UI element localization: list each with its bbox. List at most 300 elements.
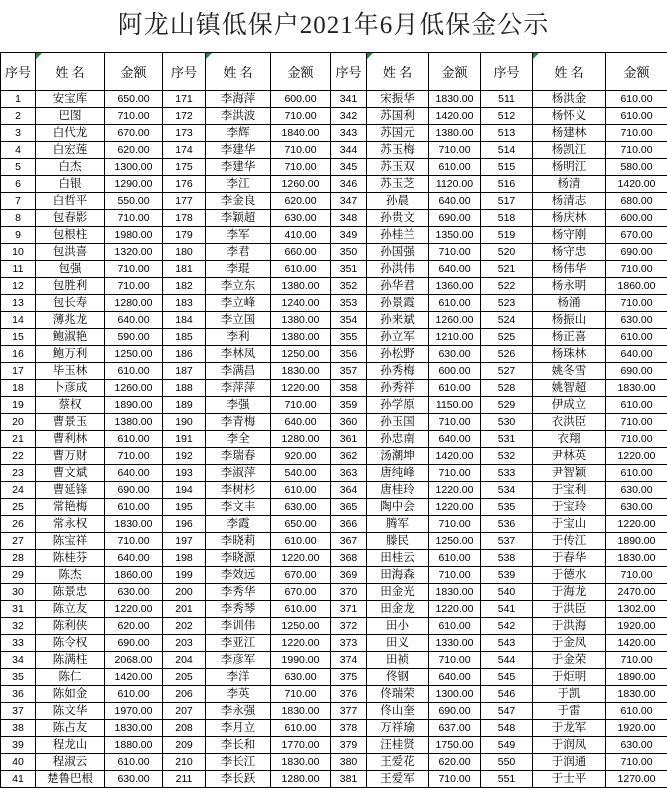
seq-cell: 194: [163, 482, 206, 499]
name-cell: 孙桂兰: [367, 227, 429, 244]
name-cell: 姚智超: [533, 380, 606, 397]
name-cell: 陈宝祥: [36, 533, 105, 550]
name-cell: 包根柱: [36, 227, 105, 244]
name-cell: 尹智颖: [533, 465, 606, 482]
amount-cell: 630.00: [271, 210, 331, 227]
amount-cell: 690.00: [606, 363, 667, 380]
seq-cell: 196: [163, 516, 206, 533]
header-name: [36, 53, 105, 91]
table-row: [1, 431, 667, 448]
amount-cell: 1770.00: [271, 737, 331, 754]
name-cell: 李长跃: [206, 771, 271, 788]
name-cell: 李利: [206, 329, 271, 346]
amount-cell: 610.00: [271, 533, 331, 550]
name-cell: 李海萍: [206, 91, 271, 108]
amount-cell: 630.00: [105, 584, 163, 601]
amount-cell: 1840.00: [271, 125, 331, 142]
seq-cell: 11: [1, 261, 36, 278]
name-cell: 杨珠林: [533, 346, 606, 363]
header-amount: 金额: [429, 53, 481, 91]
amount-cell: 710.00: [429, 142, 481, 159]
amount-cell: 1302.00: [606, 601, 667, 618]
amount-cell: 1880.00: [105, 737, 163, 754]
name-cell: 于洪海: [533, 618, 606, 635]
seq-cell: 13: [1, 295, 36, 312]
seq-cell: 203: [163, 635, 206, 652]
table-row: [1, 414, 667, 431]
seq-cell: 532: [481, 448, 533, 465]
table-row: [1, 380, 667, 397]
seq-cell: 188: [163, 380, 206, 397]
seq-cell: 21: [1, 431, 36, 448]
name-cell: 田小: [367, 618, 429, 635]
name-cell: 曹文斌: [36, 465, 105, 482]
seq-cell: 29: [1, 567, 36, 584]
name-cell: 孙景霞: [367, 295, 429, 312]
seq-cell: 528: [481, 380, 533, 397]
name-cell: 田金龙: [367, 601, 429, 618]
name-cell: 苏国利: [367, 108, 429, 125]
name-cell: 李建华: [206, 159, 271, 176]
table-row: [1, 108, 667, 125]
seq-cell: 174: [163, 142, 206, 159]
table-row: [1, 771, 667, 788]
amount-cell: 710.00: [429, 414, 481, 431]
name-cell: 李长江: [206, 754, 271, 771]
name-cell: 腾军: [367, 516, 429, 533]
seq-cell: 511: [481, 91, 533, 108]
amount-cell: 710.00: [429, 516, 481, 533]
seq-cell: 538: [481, 550, 533, 567]
name-cell: 程龙山: [36, 737, 105, 754]
name-cell: 曹万财: [36, 448, 105, 465]
name-cell: 李颖超: [206, 210, 271, 227]
amount-cell: 630.00: [606, 737, 667, 754]
seq-cell: 367: [331, 533, 367, 550]
seq-cell: 27: [1, 533, 36, 550]
name-cell: 陈立友: [36, 601, 105, 618]
amount-cell: 690.00: [429, 210, 481, 227]
name-cell: 曹延锋: [36, 482, 105, 499]
name-cell: 白杰: [36, 159, 105, 176]
table-row: [1, 176, 667, 193]
seq-cell: 205: [163, 669, 206, 686]
seq-cell: 208: [163, 720, 206, 737]
name-cell: 毕玉林: [36, 363, 105, 380]
error-indicator-icon: [206, 53, 212, 59]
name-cell: 汤潮坤: [367, 448, 429, 465]
seq-cell: 353: [331, 295, 367, 312]
amount-cell: 620.00: [271, 193, 331, 210]
seq-cell: 536: [481, 516, 533, 533]
seq-cell: 540: [481, 584, 533, 601]
table-header: [1, 53, 667, 91]
amount-cell: 1380.00: [429, 125, 481, 142]
amount-cell: 630.00: [606, 499, 667, 516]
amount-cell: 650.00: [105, 91, 163, 108]
header-amount: 金额: [105, 53, 163, 91]
name-cell: 陈占友: [36, 720, 105, 737]
seq-cell: 534: [481, 482, 533, 499]
amount-cell: 1750.00: [429, 737, 481, 754]
amount-cell: 710.00: [271, 686, 331, 703]
table-row: [1, 533, 667, 550]
seq-cell: 179: [163, 227, 206, 244]
seq-cell: 514: [481, 142, 533, 159]
seq-cell: 379: [331, 737, 367, 754]
page-title: 阿龙山镇低保户2021年6月低保金公示: [117, 12, 550, 39]
name-cell: 包春影: [36, 210, 105, 227]
name-cell: 田海森: [367, 567, 429, 584]
amount-cell: 710.00: [105, 261, 163, 278]
amount-cell: 1830.00: [429, 91, 481, 108]
name-cell: 陶中会: [367, 499, 429, 516]
seq-cell: 374: [331, 652, 367, 669]
seq-cell: 38: [1, 720, 36, 737]
name-cell: 孙华君: [367, 278, 429, 295]
seq-cell: 372: [331, 618, 367, 635]
name-cell: 李效远: [206, 567, 271, 584]
amount-cell: 610.00: [606, 329, 667, 346]
seq-cell: 354: [331, 312, 367, 329]
amount-cell: 1220.00: [271, 380, 331, 397]
name-cell: 于凯: [533, 686, 606, 703]
name-cell: 白宏莲: [36, 142, 105, 159]
seq-cell: 533: [481, 465, 533, 482]
name-cell: 程淑云: [36, 754, 105, 771]
amount-cell: 1260.00: [429, 312, 481, 329]
name-cell: 陈利侠: [36, 618, 105, 635]
error-indicator-icon: [533, 53, 539, 59]
amount-cell: 1860.00: [105, 567, 163, 584]
seq-cell: 190: [163, 414, 206, 431]
name-cell: 李萍萍: [206, 380, 271, 397]
seq-cell: 359: [331, 397, 367, 414]
amount-cell: 710.00: [606, 261, 667, 278]
table-row: [1, 720, 667, 737]
seq-cell: 175: [163, 159, 206, 176]
table-row: [1, 346, 667, 363]
header-name: [206, 53, 271, 91]
seq-cell: 31: [1, 601, 36, 618]
seq-cell: 28: [1, 550, 36, 567]
amount-cell: 710.00: [606, 295, 667, 312]
seq-cell: 517: [481, 193, 533, 210]
amount-cell: 710.00: [429, 771, 481, 788]
name-cell: 陈景忠: [36, 584, 105, 601]
seq-cell: 363: [331, 465, 367, 482]
seq-cell: 195: [163, 499, 206, 516]
seq-cell: 14: [1, 312, 36, 329]
seq-cell: 516: [481, 176, 533, 193]
amount-cell: 1250.00: [271, 346, 331, 363]
name-cell: 陈文华: [36, 703, 105, 720]
seq-cell: 191: [163, 431, 206, 448]
seq-cell: 19: [1, 397, 36, 414]
table-row: [1, 278, 667, 295]
amount-cell: 1830.00: [429, 584, 481, 601]
amount-cell: 610.00: [606, 465, 667, 482]
name-cell: 蔡权: [36, 397, 105, 414]
amount-cell: 1380.00: [271, 278, 331, 295]
header-name-label: 姓 名: [55, 65, 85, 80]
seq-cell: 518: [481, 210, 533, 227]
name-cell: 李强: [206, 397, 271, 414]
name-cell: 曹景玉: [36, 414, 105, 431]
name-cell: 孙洪伟: [367, 261, 429, 278]
amount-cell: 640.00: [105, 312, 163, 329]
name-cell: 李全: [206, 431, 271, 448]
amount-cell: 1220.00: [271, 550, 331, 567]
seq-cell: 8: [1, 210, 36, 227]
name-cell: 白代龙: [36, 125, 105, 142]
seq-cell: 183: [163, 295, 206, 312]
seq-cell: 358: [331, 380, 367, 397]
amount-cell: 1360.00: [429, 278, 481, 295]
amount-cell: 1220.00: [606, 516, 667, 533]
amount-cell: 1380.00: [271, 312, 331, 329]
seq-cell: 176: [163, 176, 206, 193]
amount-cell: 610.00: [606, 703, 667, 720]
amount-cell: 1280.00: [271, 771, 331, 788]
amount-cell: 670.00: [271, 567, 331, 584]
name-cell: 陈满柱: [36, 652, 105, 669]
table-row: [1, 686, 667, 703]
seq-cell: 171: [163, 91, 206, 108]
header-amount: 金额: [606, 53, 667, 91]
seq-cell: 543: [481, 635, 533, 652]
name-cell: 李长和: [206, 737, 271, 754]
seq-cell: 211: [163, 771, 206, 788]
name-cell: 安宝库: [36, 91, 105, 108]
seq-cell: 10: [1, 244, 36, 261]
name-cell: 陈杰: [36, 567, 105, 584]
name-cell: 杨庆林: [533, 210, 606, 227]
amount-cell: 690.00: [105, 635, 163, 652]
seq-cell: 185: [163, 329, 206, 346]
amount-cell: 710.00: [606, 414, 667, 431]
amount-cell: 690.00: [606, 244, 667, 261]
amount-cell: 710.00: [105, 448, 163, 465]
name-cell: 杨振山: [533, 312, 606, 329]
amount-cell: 620.00: [105, 618, 163, 635]
name-cell: 孙来斌: [367, 312, 429, 329]
amount-cell: 610.00: [105, 499, 163, 516]
seq-cell: 39: [1, 737, 36, 754]
amount-cell: 610.00: [271, 601, 331, 618]
header-seq: 序号: [481, 53, 533, 91]
name-cell: 孙贵文: [367, 210, 429, 227]
name-cell: 于春华: [533, 550, 606, 567]
seq-cell: 6: [1, 176, 36, 193]
name-cell: 孙松野: [367, 346, 429, 363]
amount-cell: 1220.00: [429, 482, 481, 499]
name-cell: 李君: [206, 244, 271, 261]
seq-cell: 186: [163, 346, 206, 363]
amount-cell: 610.00: [105, 686, 163, 703]
amount-cell: 2470.00: [606, 584, 667, 601]
seq-cell: 548: [481, 720, 533, 737]
table-row: [1, 261, 667, 278]
seq-cell: 350: [331, 244, 367, 261]
seq-cell: 523: [481, 295, 533, 312]
table-row: [1, 737, 667, 754]
seq-cell: 347: [331, 193, 367, 210]
amount-cell: 710.00: [271, 159, 331, 176]
amount-cell: 630.00: [271, 669, 331, 686]
name-cell: 于润通: [533, 754, 606, 771]
amount-cell: 1280.00: [105, 295, 163, 312]
seq-cell: 181: [163, 261, 206, 278]
amount-cell: 610.00: [606, 91, 667, 108]
name-cell: 杨守忠: [533, 244, 606, 261]
amount-cell: 710.00: [606, 754, 667, 771]
seq-cell: 355: [331, 329, 367, 346]
seq-cell: 530: [481, 414, 533, 431]
amount-cell: 1890.00: [606, 669, 667, 686]
name-cell: 孙晨: [367, 193, 429, 210]
name-cell: 杨洪金: [533, 91, 606, 108]
seq-cell: 515: [481, 159, 533, 176]
name-cell: 杨永明: [533, 278, 606, 295]
name-cell: 巴图: [36, 108, 105, 125]
name-cell: 于金凤: [533, 635, 606, 652]
amount-cell: 1830.00: [606, 686, 667, 703]
table-row: [1, 584, 667, 601]
name-cell: 常永权: [36, 516, 105, 533]
seq-cell: 539: [481, 567, 533, 584]
seq-cell: 377: [331, 703, 367, 720]
name-cell: 伊成立: [533, 397, 606, 414]
name-cell: 衣翔: [533, 431, 606, 448]
seq-cell: 30: [1, 584, 36, 601]
seq-cell: 348: [331, 210, 367, 227]
amount-cell: 1830.00: [271, 703, 331, 720]
seq-cell: 34: [1, 652, 36, 669]
table-row: [1, 91, 667, 108]
amount-cell: 610.00: [105, 363, 163, 380]
seq-cell: 519: [481, 227, 533, 244]
name-cell: 李秀琴: [206, 601, 271, 618]
amount-cell: 580.00: [606, 159, 667, 176]
seq-cell: 23: [1, 465, 36, 482]
name-cell: 包长寿: [36, 295, 105, 312]
table-row: [1, 550, 667, 567]
seq-cell: 344: [331, 142, 367, 159]
amount-cell: 1920.00: [606, 720, 667, 737]
seq-cell: 200: [163, 584, 206, 601]
seq-cell: 35: [1, 669, 36, 686]
amount-cell: 1250.00: [429, 533, 481, 550]
name-cell: 唐纯峰: [367, 465, 429, 482]
seq-cell: 551: [481, 771, 533, 788]
table-row: [1, 159, 667, 176]
table-row: [1, 635, 667, 652]
name-cell: 佟钢: [367, 669, 429, 686]
seq-cell: 182: [163, 278, 206, 295]
name-cell: 李洋: [206, 669, 271, 686]
seq-cell: 545: [481, 669, 533, 686]
seq-cell: 189: [163, 397, 206, 414]
name-cell: 苏国元: [367, 125, 429, 142]
amount-cell: 1380.00: [105, 414, 163, 431]
amount-cell: 640.00: [429, 669, 481, 686]
amount-cell: 1830.00: [606, 380, 667, 397]
seq-cell: 376: [331, 686, 367, 703]
name-cell: 田金光: [367, 584, 429, 601]
error-indicator-icon: [367, 53, 373, 59]
name-cell: 陈仁: [36, 669, 105, 686]
seq-cell: 204: [163, 652, 206, 669]
seq-cell: 180: [163, 244, 206, 261]
table-row: [1, 193, 667, 210]
name-cell: 姚冬雪: [533, 363, 606, 380]
amount-cell: 1830.00: [105, 720, 163, 737]
name-cell: 白哲平: [36, 193, 105, 210]
seq-cell: 381: [331, 771, 367, 788]
table-row: [1, 210, 667, 227]
name-cell: 李立国: [206, 312, 271, 329]
seq-cell: 529: [481, 397, 533, 414]
name-cell: 苏玉梅: [367, 142, 429, 159]
name-cell: 李月立: [206, 720, 271, 737]
amount-cell: 600.00: [271, 91, 331, 108]
seq-cell: 346: [331, 176, 367, 193]
amount-cell: 710.00: [105, 278, 163, 295]
table-row: [1, 703, 667, 720]
amount-cell: 540.00: [271, 465, 331, 482]
seq-cell: 549: [481, 737, 533, 754]
name-cell: 于雷: [533, 703, 606, 720]
amount-cell: 1420.00: [429, 108, 481, 125]
allowance-table: [0, 52, 667, 788]
seq-cell: 172: [163, 108, 206, 125]
table-row: [1, 516, 667, 533]
amount-cell: 690.00: [105, 482, 163, 499]
seq-cell: 201: [163, 601, 206, 618]
seq-cell: 527: [481, 363, 533, 380]
amount-cell: 1990.00: [271, 652, 331, 669]
name-cell: 李金良: [206, 193, 271, 210]
name-cell: 佟山奎: [367, 703, 429, 720]
header-row: [1, 53, 667, 91]
seq-cell: 360: [331, 414, 367, 431]
seq-cell: 206: [163, 686, 206, 703]
seq-cell: 178: [163, 210, 206, 227]
name-cell: 杨怀义: [533, 108, 606, 125]
seq-cell: 542: [481, 618, 533, 635]
amount-cell: 1890.00: [606, 533, 667, 550]
name-cell: 田义: [367, 635, 429, 652]
header-seq: 序号: [331, 53, 367, 91]
amount-cell: 1300.00: [429, 686, 481, 703]
name-cell: 李文丰: [206, 499, 271, 516]
amount-cell: 1270.00: [606, 771, 667, 788]
amount-cell: 1860.00: [606, 278, 667, 295]
amount-cell: 610.00: [606, 397, 667, 414]
seq-cell: 544: [481, 652, 533, 669]
seq-cell: 9: [1, 227, 36, 244]
amount-cell: 640.00: [429, 431, 481, 448]
amount-cell: 1250.00: [105, 346, 163, 363]
seq-cell: 525: [481, 329, 533, 346]
amount-cell: 710.00: [606, 652, 667, 669]
amount-cell: 630.00: [429, 346, 481, 363]
amount-cell: 1220.00: [429, 499, 481, 516]
amount-cell: 670.00: [105, 125, 163, 142]
amount-cell: 710.00: [606, 431, 667, 448]
seq-cell: 512: [481, 108, 533, 125]
